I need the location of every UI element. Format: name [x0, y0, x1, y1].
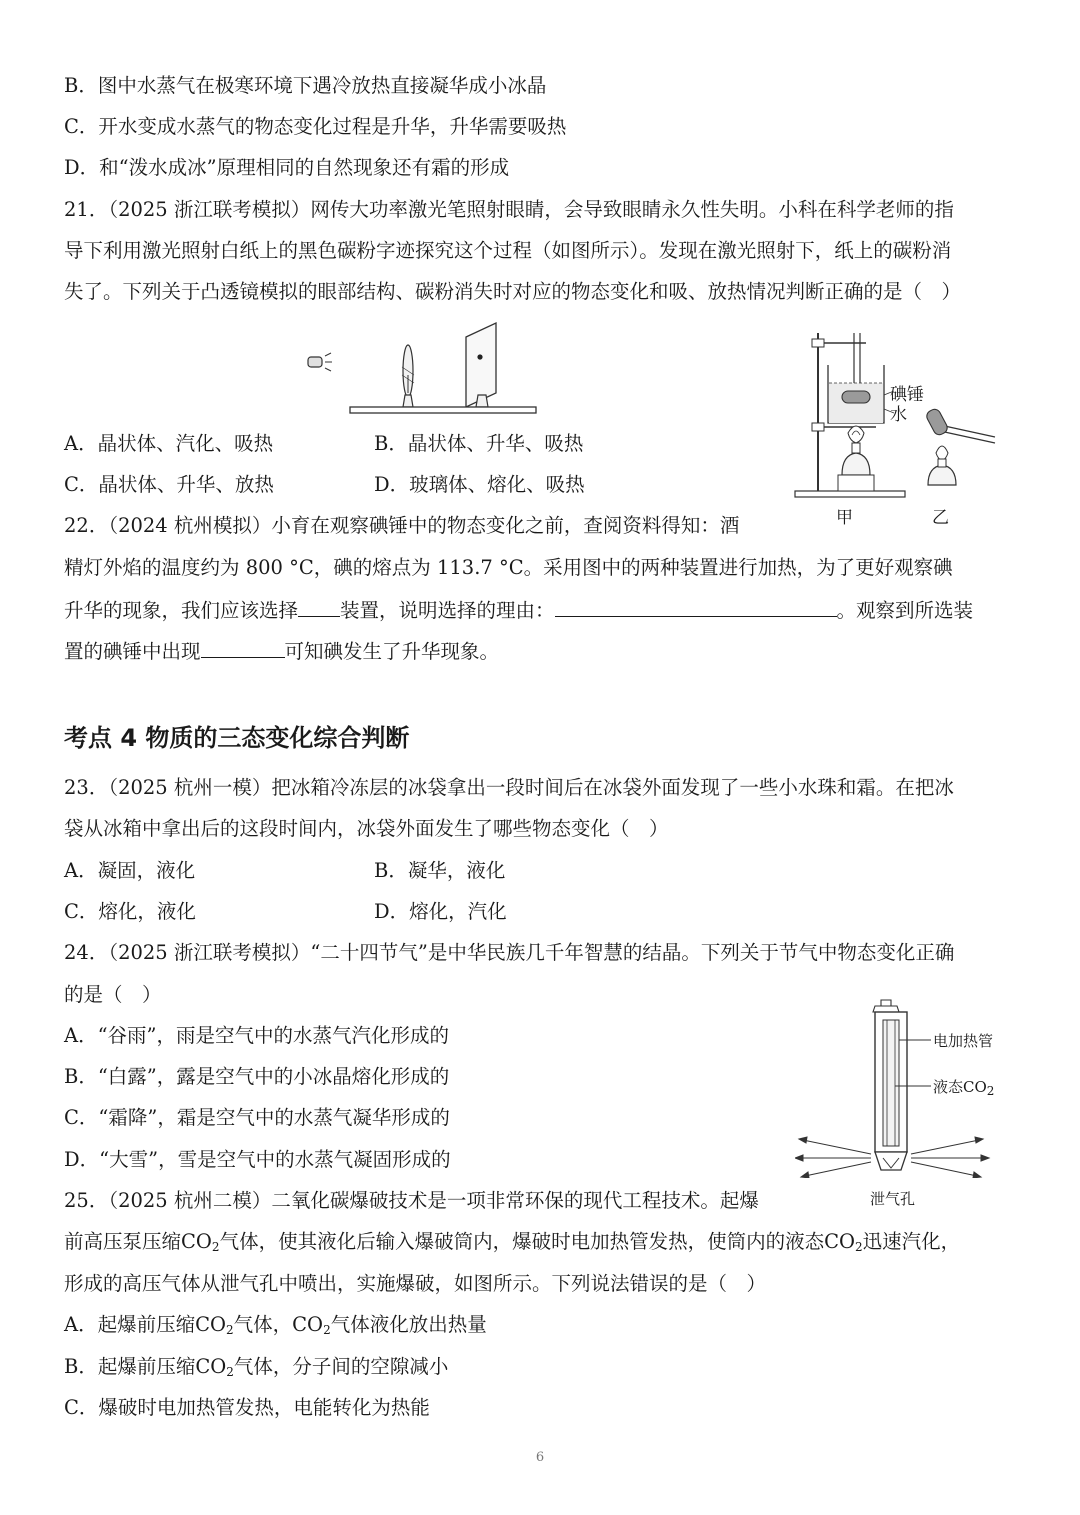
laser-lens-figure	[300, 315, 545, 420]
q22-text-conclusion: 可知碘发生了升华现象。	[284, 640, 500, 663]
q21-stem-line1: 21．（2025 浙江联考模拟）网传大功率激光笔照射眼睛，会导致眼睛永久性失明。小科在科学老师的指	[64, 198, 954, 221]
q21-option-d: D．玻璃体、熔化、吸热	[374, 473, 585, 496]
q23-option-c: C．熔化，液化	[64, 900, 196, 923]
q20-option-d: D．和“泼水成冰”原理相同的自然现象还有霜的形成	[64, 156, 510, 179]
q22-text-appear: 置的碘锤中出现	[64, 640, 201, 663]
q20-option-b: B．图中水蒸气在极寒环境下遇冷放热直接凝华成小冰晶	[64, 74, 547, 97]
label-water: 水	[890, 405, 907, 425]
q25-option-b: B．起爆前压缩$CO_2$气体，分子间的空隙减小	[64, 1355, 449, 1379]
convex-lens-icon	[402, 345, 414, 407]
q22-stem-line2: 精灯外焰的温度约为 800 °C，碘的熔点为 113.7 °C。采用图中的两种装置进行加热，为了更好观察碘	[64, 556, 953, 579]
blasting-tube	[873, 1000, 931, 1170]
q25-stem-line2: 前高压泵压缩$CO_2$气体，使其液化后输入爆破筒内，爆破时电加热管发热，使筒内的液态$CO_2$迅速汽化，	[64, 1230, 961, 1254]
q25-option-a: A．起爆前压缩$CO_2$气体，$CO_2$气体液化放出热量	[64, 1313, 487, 1337]
q20-option-c: C．开水变成水蒸气的物态变化过程是升华，升华需要吸热	[64, 115, 567, 138]
label-yi: 乙	[932, 508, 949, 528]
q23-option-b: B．凝华，液化	[374, 859, 506, 882]
q23-stem-line2: 袋从冰箱中拿出后的这段时间内，冰袋外面发生了哪些物态变化（ ）	[64, 817, 669, 840]
label-iodine-hammer: 碘锤	[890, 385, 924, 405]
q24-option-a: A．“谷雨”，雨是空气中的水蒸气汽化形成的	[64, 1024, 450, 1047]
page-number: 6	[535, 1450, 545, 1465]
q21-option-c: C．晶状体、升华、放热	[64, 473, 274, 496]
label-liquid-co2: 液态$CO_2$	[933, 1078, 995, 1098]
q22-blank-device[interactable]	[298, 596, 340, 617]
setup-yi	[925, 407, 995, 485]
q21-stem-line3: 失了。下列关于凸透镜模拟的眼部结构、碳粉消失时对应的物态变化和吸、放热情况判断正确的是（ ）	[64, 280, 962, 303]
q25-stem-line1: 25．（2025 杭州二模）二氧化碳爆破技术是一项非常环保的现代工程技术。起爆	[64, 1189, 759, 1212]
q23-option-a: A．凝固，液化	[64, 859, 196, 882]
q22-stem-line3	[64, 596, 973, 624]
q24-option-c: C．“霜降”，霜是空气中的水蒸气凝华形成的	[64, 1106, 450, 1129]
q22-blank-reason[interactable]	[555, 596, 837, 617]
q21-option-b: B．晶状体、升华、吸热	[374, 432, 584, 455]
q24-option-b: B．“白露”，露是空气中的小冰晶熔化形成的	[64, 1065, 450, 1088]
q22-text-choose: 升华的现象，我们应该选择	[64, 599, 299, 622]
q22-stem-line1: 22．（2024 杭州模拟）小育在观察碘锤中的物态变化之前，查阅资料得知：酒	[64, 514, 740, 537]
q22-stem-line4	[64, 637, 499, 665]
q22-blank-phenomenon[interactable]	[201, 637, 285, 658]
q25-option-c: C．爆破时电加热管发热，电能转化为热能	[64, 1396, 430, 1419]
section-heading: 考点 4 物质的三态变化综合判断	[64, 724, 410, 752]
q21-option-a: A．晶状体、汽化、吸热	[64, 432, 274, 455]
q21-stem-line2: 导下利用激光照射白纸上的黑色碳粉字迹探究这个过程（如图所示）。发现在激光照射下，纸上的碳粉消	[64, 239, 952, 262]
label-heater-tube: 电加热管	[933, 1032, 994, 1050]
q22-text-reason: 装置，说明选择的理由：	[340, 599, 555, 622]
label-vent-hole: 泄气孔	[870, 1190, 916, 1208]
q22-text-observe: 。观察到所选装	[836, 599, 974, 622]
q24-stem-line2: 的是（ ）	[64, 983, 162, 1006]
q25-stem-line3: 形成的高压气体从泄气孔中喷出，实施爆破，如图所示。下列说法错误的是（ ）	[64, 1272, 767, 1295]
q24-option-d: D．“大雪”，雪是空气中的水蒸气凝固形成的	[64, 1148, 451, 1171]
paper-screen-icon	[466, 323, 496, 407]
laser-pen-icon	[308, 353, 332, 371]
q23-stem-line1: 23．（2025 杭州一模）把冰箱冷冻层的冰袋拿出一段时间后在冰袋外面发现了一些小水珠和霜。在把冰	[64, 776, 954, 799]
setup-jia	[795, 333, 905, 497]
label-jia: 甲	[836, 508, 853, 528]
q23-option-d: D．熔化，汽化	[374, 900, 507, 923]
q24-stem-line1: 24．（2025 浙江联考模拟）“二十四节气”是中华民族几千年智慧的结晶。下列关于节气中物态变化正确	[64, 941, 955, 964]
